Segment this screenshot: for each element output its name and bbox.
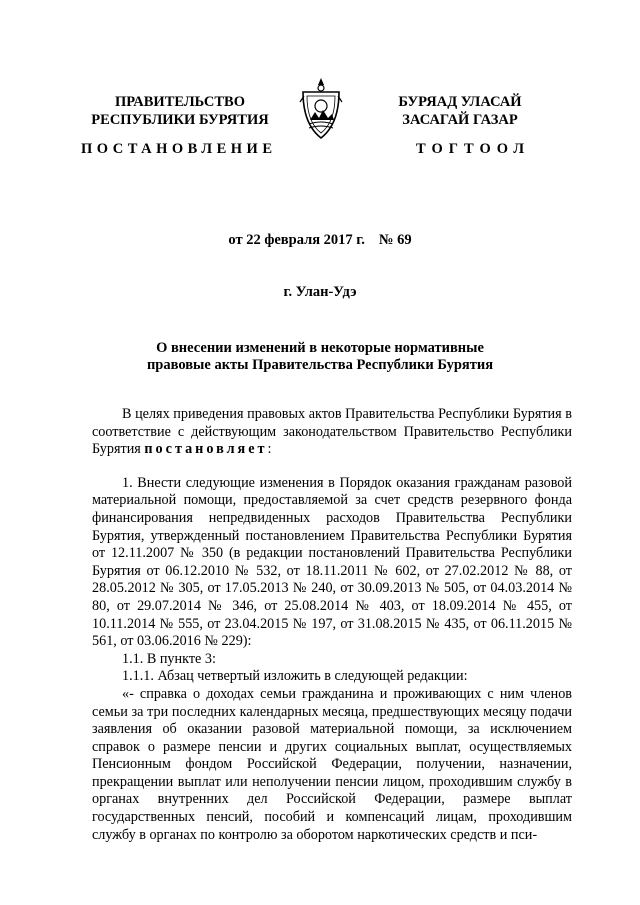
- intro-paragraph: [92, 406, 572, 459]
- title-line2: правовые акты Правительства Республики Бурятия: [146, 357, 494, 373]
- doc-type-russian: ПОСТАНОВЛЕНИЕ: [81, 141, 277, 157]
- paragraph-1: 1. Внести следующие изменения в Порядок оказания гражданам разовой материальной помощи, предоставляемой за счет средств резервного фонда финансирования непредвиденных расходов Правительства Республики Бурятия, утвержденный постановлением Правительства Республики Бурятия от 12.11.2007 № 350 (в редакции постановлений Правительства Республики Бурятия от 06.12.2010 № 532, от 18.11.2011 № 602, от 27.02.2012 № 88, от 28.05.2012 № 305, от 17.05.2013 № 240, от 30.09.2013 № 505, от 04.03.2014 № 80, от 29.07.2014 № 346, от 25.08.2014 № 403, от 18.09.2014 № 455, от 10.11.2014 № 555, от 23.04.2015 № 197, от 31.08.2015 № 435, от 06.11.2015 № 561, от 03.06.2016 № 229):: [92, 474, 572, 650]
- header-left-line2: РЕСПУБЛИКИ БУРЯТИЯ: [91, 112, 269, 128]
- doc-type-buryat: ТОГТООЛ: [416, 141, 531, 157]
- header-left-line1: ПРАВИТЕЛЬСТВО: [115, 94, 245, 110]
- paragraph-1-1-1: 1.1.1. Абзац четвертый изложить в следующей редакции:: [122, 668, 468, 685]
- paragraph-1-1: 1.1. В пункте 3:: [122, 650, 216, 667]
- document-title: [100, 340, 540, 374]
- intro-colon: :: [267, 441, 272, 458]
- header-left-block: [80, 93, 280, 129]
- document-number: № 69: [378, 232, 412, 248]
- date-line: [0, 232, 640, 249]
- document-body: [92, 406, 572, 844]
- header-right-block: [360, 93, 560, 129]
- intro-resolves: постановляет: [144, 441, 268, 458]
- coat-of-arms-emblem: [298, 76, 344, 142]
- title-line1: О внесении изменений в некоторые нормативные: [156, 340, 484, 356]
- header-right-line2: ЗАСАГАЙ ГАЗАР: [402, 112, 518, 128]
- document-date: от 22 февраля 2017 г.: [228, 232, 365, 248]
- header-right-line1: БУРЯАД УЛАСАЙ: [398, 94, 522, 110]
- city-line: г. Улан-Удэ: [283, 284, 357, 300]
- intro-text: В целях приведения правовых актов Правительства Республики Бурятия в соответствие с действующим законодательством Правительство Республики Бурятия: [92, 406, 572, 458]
- paragraph-quote: «- справка о доходах семьи гражданина и проживающих с ним членов семьи за три последних календарных месяца, предшествующих месяцу подачи заявления об оказании разовой материальной помощи, за исключением справок о размере пенсии и других социальных выплат, осуществляемых Пенсионным фондом Российской Федерации, получении, назначении, прекращении выплат или неполучении пенсии лицом, проходившим службу в органах внутренних дел Российской Федерации, размере выплат государственных пенсий, пособий и компенсаций лицам, проходившим службу в органах по контролю за оборотом наркотических средств и пси-: [92, 685, 572, 843]
